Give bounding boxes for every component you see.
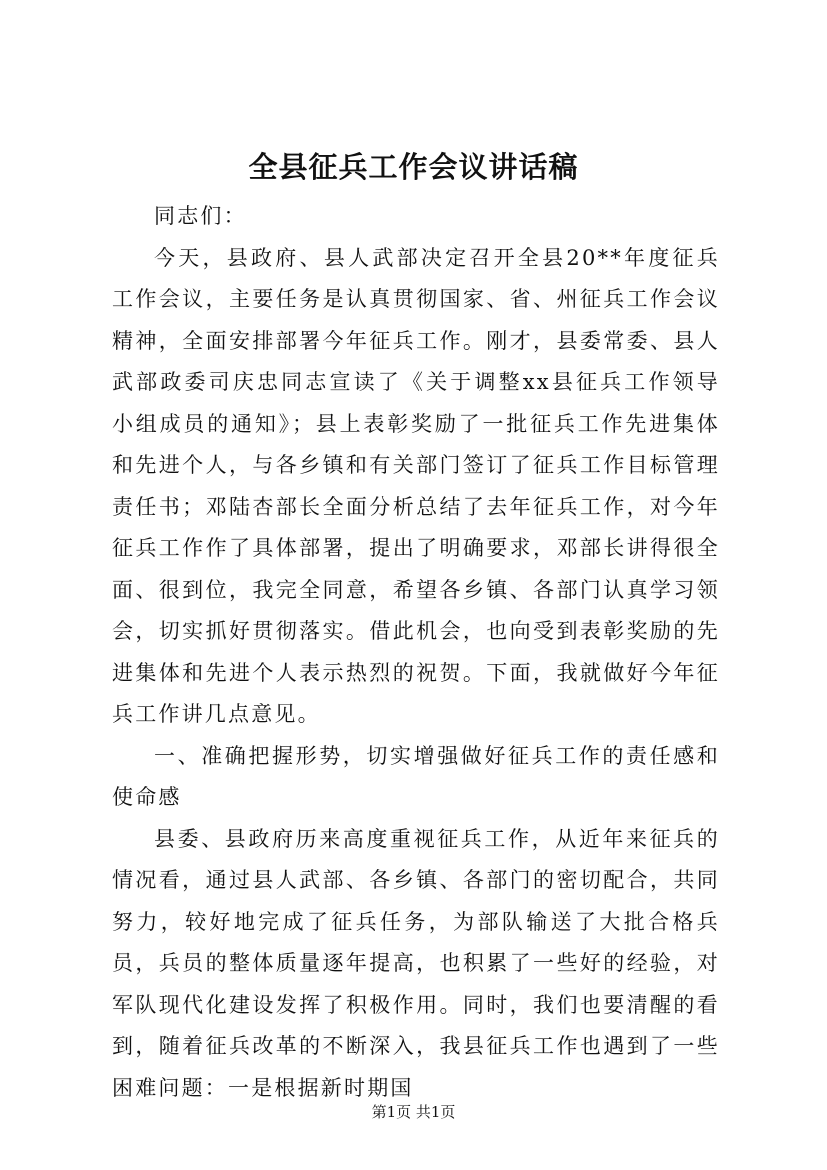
section-heading: 一、准确把握形势，切实增强做好征兵工作的责任感和使命感 bbox=[112, 743, 720, 809]
salutation-paragraph: 同志们： bbox=[154, 204, 247, 228]
page-footer: 第1页 共1页 bbox=[371, 1103, 456, 1121]
body-paragraph: 县委、县政府历来高度重视征兵工作，从近年来征兵的情况看，通过县人武部、各乡镇、各部门的密切配合，共同努力，较好地完成了征兵任务，为部队输送了大批合格兵员，兵员的整体质量逐年提高，也积累了一些好的经验，对军队现代化建设发挥了积极作用。同时，我们也要清醒的看到，随着征兵改革的不断深入，我县征兵工作也遇到了一些困难问题：一是根据新时期国 bbox=[112, 826, 720, 1100]
document-title: 全县征兵工作会议讲话稿 bbox=[248, 150, 579, 184]
body-paragraph: 今天，县政府、县人武部决定召开全县20**年度征兵工作会议，主要任务是认真贯彻国家、省、州征兵工作会议精神，全面安排部署今年征兵工作。刚才，县委常委、县人武部政委司庆忠同志宣读了《关于调整xx县征兵工作领导小组成员的通知》；县上表彰奖励了一批征兵工作先进集体和先进个人，与各乡镇和有关部门签订了征兵工作目标管理责任书；邓陆杏部长全面分析总结了去年征兵工作，对今年征兵工作作了具体部署，提出了明确要求，邓部长讲得很全面、很到位，我完全同意，希望各乡镇、各部门认真学习领会，切实抓好贯彻落实。借此机会，也向受到表彰奖励的先进集体和先进个人表示热烈的祝贺。下面，我就做好今年征兵工作讲几点意见。 bbox=[112, 245, 720, 726]
document-body bbox=[112, 196, 720, 1109]
